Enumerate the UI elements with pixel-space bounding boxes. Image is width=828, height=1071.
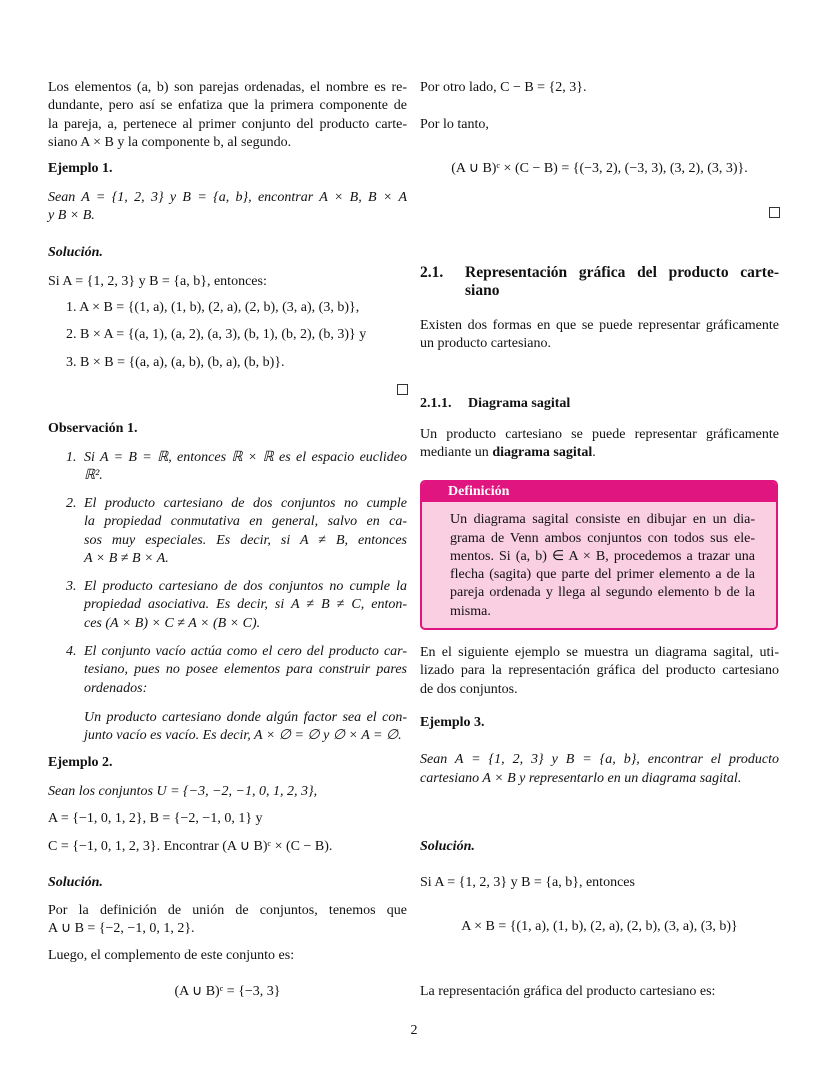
text-line: El producto cartesiano de dos conjuntos no cumple	[84, 496, 407, 511]
result-equation: (A ∪ B)ᶜ × (C − B) = {(−3, 2), (−3, 3), (3, 2), (3, 3)}.	[451, 161, 748, 176]
text-line: Un diagrama sagital consiste en dibujar en un dia-	[450, 512, 755, 527]
text-line: tesiano, pues no posee elementos para construir pares	[84, 662, 407, 677]
text-line: la pareja, a, pertenece al primer conjunto del producto carte-	[48, 117, 407, 132]
list-number: 3.	[66, 579, 77, 594]
text-line: sos muy especiales. Es decir, si A ≠ B, entonces	[84, 533, 407, 548]
text-line: misma.	[450, 604, 491, 619]
complement-equation: (A ∪ B)ᶜ = {−3, 3}	[174, 984, 281, 999]
definition-title: Definición	[422, 482, 776, 502]
example-2-statement: A = {−1, 0, 1, 2}, B = {−2, −1, 0, 1} y	[48, 811, 263, 826]
example-3-statement: Sean A = {1, 2, 3} y B = {a, b}, encontrar el producto	[420, 752, 779, 767]
text-line: ordenados:	[84, 681, 148, 696]
text-line: la propiedad conmutativa en general, salvo en ca-	[84, 514, 407, 529]
text-line: flecha (sagita) que parte del primer elemento a de la	[450, 567, 755, 582]
text-line: Por la definición de unión de conjuntos, tenemos que	[48, 903, 407, 918]
qed-square-icon	[769, 207, 780, 218]
text-line: Un producto cartesiano se puede representar gráficamente	[420, 427, 779, 442]
text: mediante un	[420, 445, 493, 460]
subsection-number: 2.1.1.	[420, 396, 452, 411]
text-line: Si A = B = ℝ, entonces ℝ × ℝ es el espacio euclideo	[84, 450, 407, 465]
solution-1-heading: Solución.	[48, 245, 103, 260]
solution-2-heading: Solución.	[48, 875, 103, 890]
text-line: La representación gráfica del producto cartesiano es:	[420, 984, 716, 999]
text-line: A × B ≠ B × A.	[84, 551, 169, 566]
text-line: junto vacío es vacío. Es decir, A × ∅ = ∅ y ∅ × A = ∅.	[84, 728, 402, 743]
text-line: un producto cartesiano.	[420, 336, 552, 351]
list-item: 1. A × B = {(1, a), (1, b), (2, a), (2, b), (3, a), (3, b)},	[66, 300, 360, 315]
text-line: propiedad asociativa. Es decir, si A ≠ B ≠ C, enton-	[84, 597, 407, 612]
observation-heading: Observación 1.	[48, 421, 138, 436]
text-line: lizado para la representación gráfica del producto cartesiano	[420, 663, 779, 678]
subsection-title: Diagrama sagital	[468, 396, 571, 411]
text-line: El producto cartesiano de dos conjuntos no cumple la	[84, 579, 407, 594]
example-2-statement: C = {−1, 0, 1, 2, 3}. Encontrar (A ∪ B)ᶜ × (C − B).	[48, 839, 333, 854]
solution-3-heading: Solución.	[420, 839, 475, 854]
text-line: A ∪ B = {−2, −1, 0, 1, 2}.	[48, 921, 195, 936]
text-line: grama de Venn ambos conjuntos con todos sus ele-	[450, 531, 755, 546]
text-line: siano A × B y la componente b, al segundo.	[48, 135, 292, 150]
text-line: mentos. Si (a, b) ∈ A × B, procedemos a trazar una	[450, 549, 755, 564]
list-number: 1.	[66, 450, 77, 465]
list-item: 3. B × B = {(a, a), (a, b), (b, a), (b, b)}.	[66, 355, 285, 370]
text-line: Un producto cartesiano donde algún factor sea el con-	[84, 710, 407, 725]
text-line: dundante, pero así se enfatiza que la primera componente de	[48, 98, 407, 113]
section-title: Representación gráfica del producto carte-	[465, 264, 779, 281]
text-line: de dos conjuntos.	[420, 682, 518, 697]
example-1-statement: y B × B.	[48, 208, 95, 223]
list-item: 2. B × A = {(a, 1), (a, 2), (a, 3), (b, 1), (b, 2), (b, 3)} y	[66, 327, 367, 342]
example-1-heading: Ejemplo 1.	[48, 161, 113, 176]
text-line: pareja ordenada y llega al segundo elemento b de la	[450, 585, 755, 600]
solution-1-intro: Si A = {1, 2, 3} y B = {a, b}, entonces:	[48, 274, 267, 289]
text-line: Luego, el complemento de este conjunto es:	[48, 948, 295, 963]
text-line: Por lo tanto,	[420, 117, 489, 132]
text-line: En el siguiente ejemplo se muestra un diagrama sagital, uti-	[420, 645, 779, 660]
example-2-heading: Ejemplo 2.	[48, 755, 113, 770]
example-3-statement: cartesiano A × B y representarlo en un diagrama sagital.	[420, 771, 742, 786]
list-number: 2.	[66, 496, 77, 511]
text-line: Los elementos (a, b) son parejas ordenadas, el nombre es re-	[48, 80, 407, 95]
solution-3-intro: Si A = {1, 2, 3} y B = {a, b}, entonces	[420, 875, 635, 890]
qed-square-icon	[397, 384, 408, 395]
text-line: ces (A × B) × C ≠ A × (B × C).	[84, 616, 261, 631]
example-1-statement: Sean A = {1, 2, 3} y B = {a, b}, encontrar A × B, B × A	[48, 190, 407, 205]
page-number: 2	[410, 1023, 418, 1038]
example-2-statement: Sean los conjuntos U = {−3, −2, −1, 0, 1, 2, 3},	[48, 784, 318, 799]
text-line: El conjunto vacío actúa como el cero del producto car-	[84, 644, 407, 659]
cartesian-product-equation: A × B = {(1, a), (1, b), (2, a), (2, b), (3, a), (3, b)}	[461, 919, 738, 934]
text-line	[420, 444, 779, 462]
example-3-heading: Ejemplo 3.	[420, 715, 485, 730]
section-number: 2.1.	[420, 264, 444, 281]
text-line: Por otro lado, C − B = {2, 3}.	[420, 80, 587, 95]
section-title: siano	[465, 282, 500, 299]
term-diagrama-sagital: diagrama sagital	[492, 445, 593, 460]
definition-box	[420, 480, 778, 630]
text-line: ℝ².	[84, 468, 103, 483]
text-line: Existen dos formas en que se puede representar gráficamente	[420, 318, 779, 333]
list-number: 4.	[66, 644, 77, 659]
text: .	[592, 445, 596, 460]
